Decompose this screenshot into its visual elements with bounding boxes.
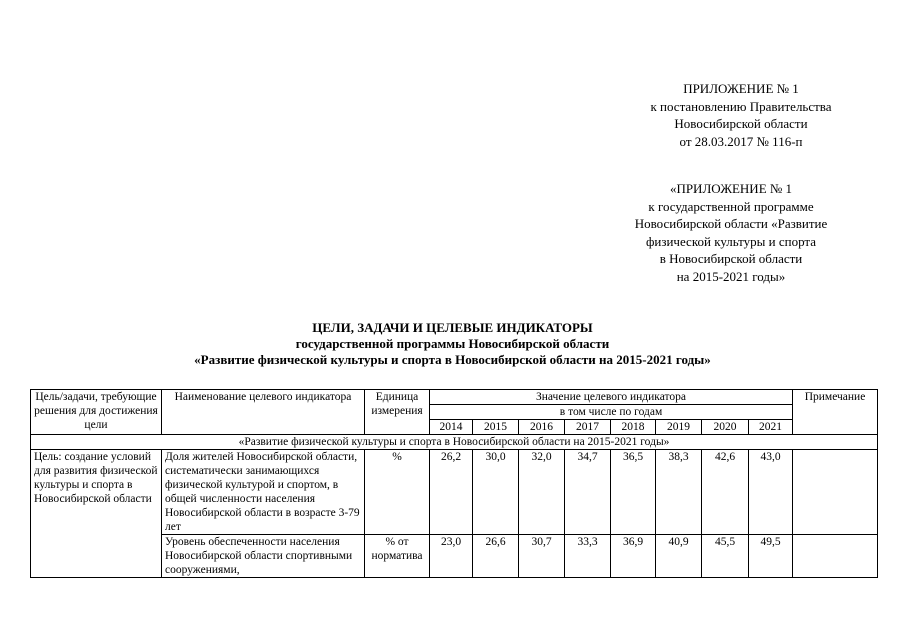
value-cell: 23,0 xyxy=(430,535,473,578)
value-cell: 45,5 xyxy=(702,535,749,578)
appendix-resolution-block xyxy=(612,80,870,150)
appendix-line: от 28.03.2017 № 116-п xyxy=(679,133,803,149)
note-cell xyxy=(793,535,878,578)
section-row xyxy=(31,435,878,450)
value-cell: 43,0 xyxy=(749,450,793,535)
note-cell xyxy=(793,450,878,535)
title-line: государственной программы Новосибирской области xyxy=(295,336,610,351)
year-cell: 2018 xyxy=(611,420,656,435)
header-goal: Цель/задачи, требующие решения для достижения цели xyxy=(31,390,162,435)
appendix-line: к государственной программе xyxy=(648,198,814,214)
header-row xyxy=(31,390,878,405)
table-row xyxy=(31,450,878,535)
value-cell: 32,0 xyxy=(519,450,565,535)
header-by-years: в том числе по годам xyxy=(430,405,793,420)
value-cell: 40,9 xyxy=(656,535,702,578)
value-cell: 30,7 xyxy=(519,535,565,578)
value-cell: 26,2 xyxy=(430,450,473,535)
value-cell: 49,5 xyxy=(749,535,793,578)
value-cell: 34,7 xyxy=(565,450,611,535)
indicator-cell: Доля жителей Новосибирской области, систематически занимающихся физической культурой и спортом, в общей численности населения Новосибирской области в возрасте 3-79 лет xyxy=(162,450,365,535)
appendix-line: «ПРИЛОЖЕНИЕ № 1 xyxy=(669,181,793,196)
appendix-line: к постановлению Правительства xyxy=(650,98,832,114)
indicator-cell: Уровень обеспеченности населения Новосибирской области спортивными сооружениями, xyxy=(162,535,365,578)
value-cell: 36,9 xyxy=(611,535,656,578)
year-cell: 2020 xyxy=(702,420,749,435)
appendix-line: физической культуры и спорта xyxy=(645,233,817,249)
header-value: Значение целевого индикатора xyxy=(430,390,793,405)
value-cell: 42,6 xyxy=(702,450,749,535)
appendix-line: Новосибирской области «Развитие xyxy=(634,216,828,231)
value-cell: 38,3 xyxy=(656,450,702,535)
unit-cell: % от норматива xyxy=(365,535,430,578)
appendix-line: в Новосибирской области xyxy=(659,251,803,266)
section-title: «Развитие физической культуры и спорта в Новосибирской области на 2015-2021 годы» xyxy=(31,435,878,450)
title-line: «Развитие физической культуры и спорта в Новосибирской области на 2015-2021 годы» xyxy=(194,352,711,367)
title-line: ЦЕЛИ, ЗАДАЧИ И ЦЕЛЕВЫЕ ИНДИКАТОРЫ xyxy=(312,320,593,335)
year-cell: 2019 xyxy=(656,420,702,435)
document-title xyxy=(30,320,875,368)
year-cell: 2021 xyxy=(749,420,793,435)
indicators-table xyxy=(30,389,878,578)
value-cell: 26,6 xyxy=(473,535,519,578)
appendix-line: на 2015-2021 годы» xyxy=(676,268,786,284)
year-cell: 2016 xyxy=(519,420,565,435)
goal-cell: Цель: создание условий для развития физической культуры и спорта в Новосибирской области xyxy=(31,450,162,578)
unit-cell: % xyxy=(365,450,430,535)
appendix-line: ПРИЛОЖЕНИЕ № 1 xyxy=(683,81,799,96)
value-cell: 33,3 xyxy=(565,535,611,578)
year-cell: 2015 xyxy=(473,420,519,435)
year-cell: 2017 xyxy=(565,420,611,435)
header-note: Примечание xyxy=(793,390,878,435)
value-cell: 36,5 xyxy=(611,450,656,535)
appendix-line: Новосибирской области xyxy=(674,116,808,131)
appendix-program-block xyxy=(600,180,862,285)
header-unit: Единица измерения xyxy=(365,390,430,435)
header-indicator: Наименование целевого индикатора xyxy=(162,390,365,435)
value-cell: 30,0 xyxy=(473,450,519,535)
year-cell: 2014 xyxy=(430,420,473,435)
